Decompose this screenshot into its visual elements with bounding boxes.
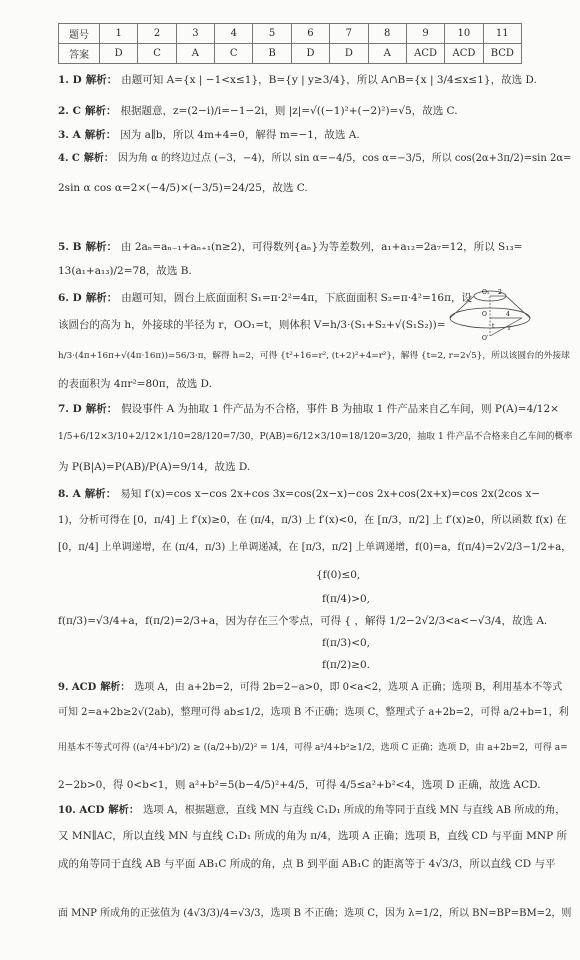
analysis-tag: 解析： — [83, 153, 114, 164]
solution-text: 易知 f′(x)=cos x−cos 2x+cos 3x=cos(2x−x)−cos 2x+cos(2x+x)=cos 2x(2cos x− — [120, 488, 541, 500]
frustum-figure — [444, 284, 536, 342]
figure-label: 2 — [498, 289, 502, 296]
solution-4 — [58, 152, 571, 166]
analysis-tag: 解析： — [108, 804, 140, 816]
item-number: 7. D — [58, 403, 82, 415]
item-number: 9. ACD — [58, 682, 97, 693]
table-cell: 5 — [253, 24, 291, 44]
item-number: 5. B — [58, 241, 82, 253]
solution-10-line: 成的角等同于直线 AB 与平面 AB₁C 所成的角，点 B 到平面 AB₁C 的距离等于 4√3/3，所以直线 CD 与平 — [58, 858, 556, 870]
solution-text: 因为角 α 的终边过点 (−3，−4)，所以 sin α=−4/5，cos α=−3/5，所以 cos(2α+3π/2)=sin 2α= — [117, 153, 572, 164]
item-number: 6. D — [58, 292, 82, 304]
table-header-answer: 答案 — [59, 44, 100, 64]
table-cell: 1 — [100, 24, 138, 44]
solution-10-line: 面 MNP 所成角的正弦值为 (4√3/3)/4=√3/3，选项 B 不正确；选项 C，因为 λ=1/2，所以 BN=BP=BM=2，则 — [58, 908, 572, 919]
figure-label: r — [508, 325, 511, 332]
table-cell: ACD — [406, 44, 444, 64]
solution-7-line: 为 P(B|A)=P(AB)/P(A)=9/14，故选 D. — [58, 461, 251, 473]
solution-1 — [58, 73, 537, 87]
figure-label: t — [492, 323, 495, 330]
solution-6 — [58, 291, 472, 305]
solution-8-system: f(π/2)≥0. — [322, 659, 371, 671]
table-cell: 8 — [368, 24, 406, 44]
solution-8-system: f(π/3)<0, — [322, 637, 371, 649]
solution-7 — [58, 402, 559, 416]
figure-label: O′ — [482, 335, 489, 342]
table-cell: D — [291, 44, 329, 64]
solution-9-line: 2−2b>0，得 0<b<1，则 a²+b²=5(b−4/5)²+4/5，可得 4/5≤a²+b²<4，选项 D 正确，故选 ACD. — [58, 779, 541, 791]
solution-text: 选项 A，由 a+2b=2，可得 2b=2−a>0，即 0<a<2，选项 A 正确；选项 B，利用基本不等式 — [134, 682, 563, 693]
analysis-tag: 解析： — [84, 105, 117, 117]
table-cell: ACD — [445, 44, 483, 64]
table-cell: D — [330, 44, 368, 64]
table-header-number: 题号 — [59, 24, 100, 44]
item-number: 1. D — [58, 74, 82, 86]
solution-8-line: 1)，分析可得在 [0，π/4] 上 f′(x)≥0，在 (π/4，π/3) 上 f′(x)<0，在 [π/3，π/2] 上 f′(x)≥0，所以函数 f(x) 在 — [58, 514, 567, 526]
solution-8-system: {f(0)≤0, — [316, 569, 361, 581]
answer-table — [58, 23, 522, 64]
solution-6-line: h/3·(4π+16π+√(4π·16π))=56/3·π，解得 h=2，可得 {t²+16=r², (t+2)²+4=r²}，解得 {t=2, r=2√5}，所以该圆台的外接球 — [58, 351, 570, 361]
solution-7-line: 1/5+6/12×3/10+2/12×1/10=28/120=7/30，P(AB)=6/12×3/10=18/120=3/20，抽取 1 件产品不合格来自乙车间的概率 — [58, 432, 573, 442]
solution-2 — [58, 104, 458, 118]
table-cell: 9 — [406, 24, 444, 44]
solution-text: 选项 A，根据题意，直线 MN 与直线 C₁D₁ 所成的角等同于直线 MN 与直线 AB 所成的角， — [143, 804, 566, 816]
table-cell: 7 — [330, 24, 368, 44]
solution-10-line: 又 MN∥AC，所以直线 MN 与直线 C₁D₁ 所成的角为 π/4，选项 A 正确；选项 B，直线 CD 与平面 MNP 所 — [58, 830, 567, 842]
solution-text: 由 2aₙ=aₙ₋₁+aₙ₊₁(n≥2)，可得数列{aₙ}为等差数列，a₁+a₁₂=2a₇=12，所以 S₁₃= — [121, 241, 523, 253]
table-cell: A — [176, 44, 214, 64]
table-cell: C — [138, 44, 176, 64]
solution-text: 根据题意，z=(2−i)/i=−1−2i，则 |z|=√((−1)²+(−2)²)=√5，故选 C. — [120, 105, 458, 117]
solution-3 — [58, 128, 360, 142]
figure-label: O — [482, 311, 487, 318]
solution-8 — [58, 487, 540, 501]
table-cell: D — [100, 44, 138, 64]
analysis-tag: 解析： — [100, 682, 131, 693]
solution-9-line: 可知 2=a+2b≥2√(2ab)，整理可得 ab≤1/2，选项 B 不正确；选项 C，整理式子 a+2b=2，可得 a/2+b=1，利 — [58, 707, 569, 718]
table-cell: B — [253, 44, 291, 64]
item-number: 3. A — [58, 129, 81, 141]
figure-label: 4 — [506, 311, 510, 318]
table-cell: 2 — [138, 24, 176, 44]
solution-6-line: 该圆台的高为 h，外接球的半径为 r，OO₁=t，则体积 V=h/3·(S₁+S₂+√(S₁S₂))= — [58, 319, 446, 331]
item-number: 4. C — [58, 153, 80, 164]
table-cell: 11 — [483, 24, 521, 44]
analysis-tag: 解析： — [85, 74, 118, 86]
solution-text: 由题可知 A={x | −1<x≤1}，B={y | y≥3/4}，所以 A∩B={x | 3/4≤x≤1}，故选 D. — [121, 74, 537, 86]
table-row-numbers — [59, 24, 522, 44]
analysis-tag: 解析： — [85, 292, 118, 304]
solution-text: 假设事件 A 为抽取 1 件产品为不合格，事件 B 为抽取 1 件产品来自乙车间，则 P(A)=4/12× — [121, 403, 559, 415]
table-cell: 6 — [291, 24, 329, 44]
item-number: 2. C — [58, 105, 81, 117]
table-cell: A — [368, 44, 406, 64]
item-number: 10. ACD — [58, 804, 105, 816]
analysis-tag: 解析： — [85, 403, 118, 415]
table-cell: 3 — [176, 24, 214, 44]
solution-10 — [58, 803, 566, 817]
solution-5-cont: 13(a₁+a₁₃)/2=78，故选 B. — [58, 265, 192, 277]
table-cell: C — [215, 44, 253, 64]
table-cell: 4 — [215, 24, 253, 44]
analysis-tag: 解析： — [84, 488, 117, 500]
analysis-tag: 解析： — [85, 241, 117, 253]
solution-5 — [58, 240, 522, 254]
item-number: 8. A — [58, 488, 81, 500]
table-row-answers — [59, 44, 522, 64]
solution-6-line: 的表面积为 4πr²=80π，故选 D. — [58, 378, 212, 390]
solution-text: 因为 a∥b，所以 4m+4=0，解得 m=−1，故选 A. — [120, 129, 360, 141]
solution-9-line: 用基本不等式可得 ((a²/4+b²)/2) ≥ ((a/2+b)/2)² = 1/4，可得 a²/4+b²≥1/2，选项 C 正确；选项 D，由 a+2b=2，可得 a= — [58, 743, 568, 753]
table-cell: BCD — [483, 44, 521, 64]
table-cell: 10 — [445, 24, 483, 44]
solution-4-cont: 2sin α cos α=2×(−4/5)×(−3/5)=24/25，故选 C. — [58, 182, 308, 194]
figure-label: O₁ — [482, 289, 490, 296]
solution-8-system: f(π/4)>0, — [322, 593, 371, 605]
solution-9 — [58, 681, 562, 695]
solution-8-line: [0，π/4] 上单调递增，在 (π/4，π/3) 上单调递减，在 [π/3，π/2] 上单调递增，f(0)=a，f(π/4)=2√2/3−1/2+a， — [58, 542, 572, 553]
solution-8-line: f(π/3)=√3/4+a，f(π/2)=2/3+a，因为存在三个零点，可得 { ，解得 1/2−2√2/3<a<−√3/4，故选 A. — [58, 615, 548, 627]
solution-text: 由题可知，圆台上底面面积 S₁=π·2²=4π，下底面面积 S₂=π·4²=16π，设 — [121, 292, 473, 304]
analysis-tag: 解析： — [84, 129, 117, 141]
